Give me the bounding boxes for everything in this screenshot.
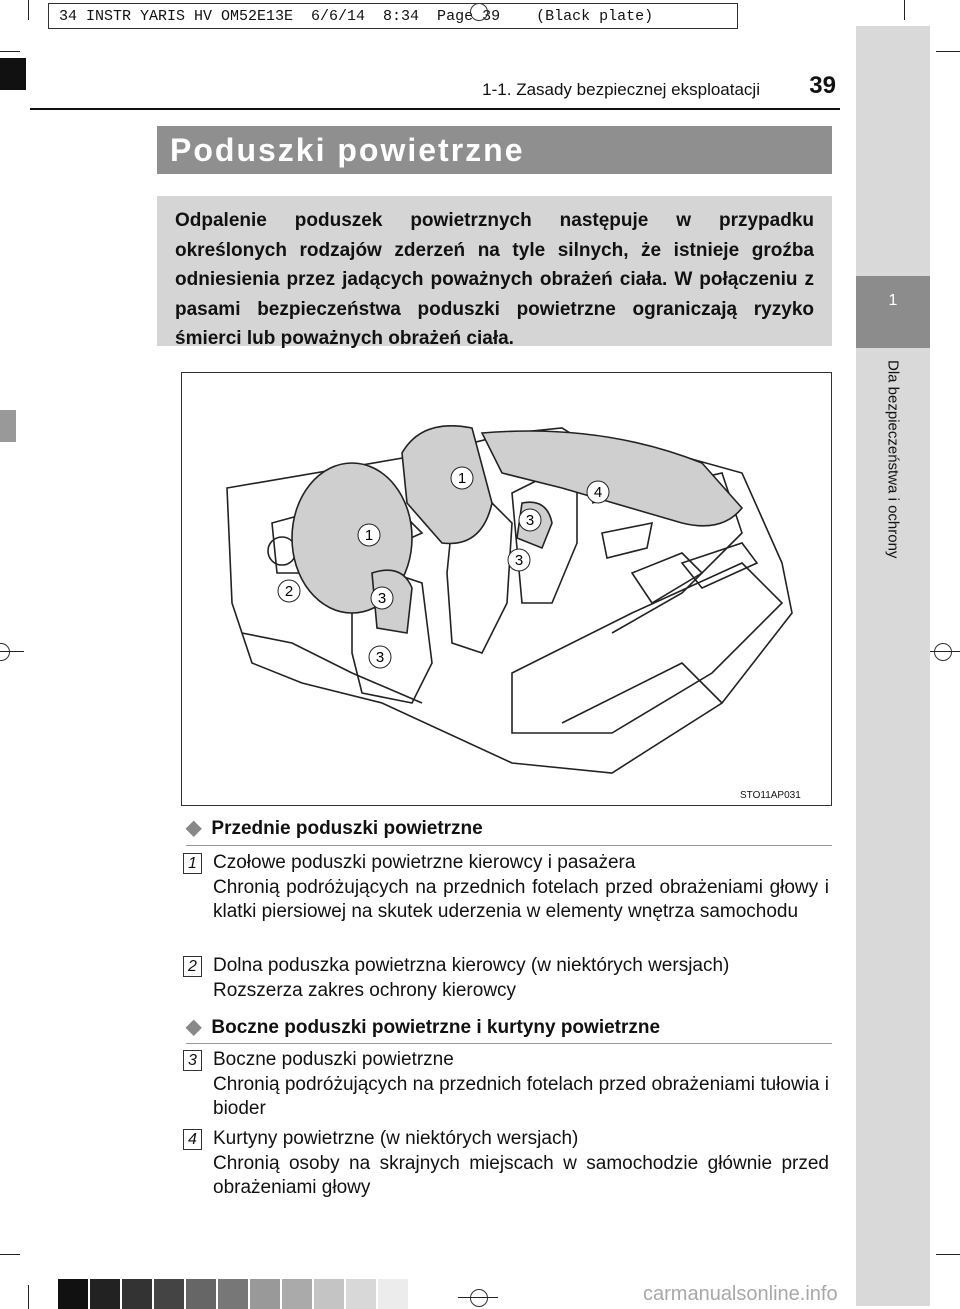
section-rule xyxy=(186,845,832,846)
svg-text:4: 4 xyxy=(593,484,603,501)
crop-mark xyxy=(904,0,905,20)
crop-mark xyxy=(936,1254,960,1255)
calibration-block xyxy=(346,1279,376,1309)
intro-box: Odpalenie poduszek powietrznych następuje w przypadku określonych rodzajów zderzeń na tyle silnych, że istnieje groźba odniesienia przez jadących poważnych obrażeń ciała. W połączeniu z pasami bezpieczeństwa poduszki powietrzne ograniczają ryzyko śmierci lub poważnych obrażeń ciała. xyxy=(157,196,832,346)
item-number-1: 1 xyxy=(183,853,202,874)
calibration-block xyxy=(58,1279,88,1309)
registration-mark xyxy=(458,1297,498,1298)
car-interior-drawing xyxy=(182,373,831,805)
item-number-2: 2 xyxy=(183,956,202,977)
section-heading-front: ◆ Przednie poduszki powietrzne xyxy=(186,817,483,839)
svg-text:3: 3 xyxy=(375,649,385,666)
crop-mark xyxy=(28,1285,29,1309)
item-number-4: 4 xyxy=(183,1129,202,1150)
callout-1-passenger xyxy=(451,467,473,489)
crop-mark xyxy=(0,51,20,52)
callout-3-c xyxy=(371,587,393,609)
calibration-block xyxy=(90,1279,120,1309)
diamond-icon: ◆ xyxy=(186,1016,202,1038)
callout-2 xyxy=(278,580,300,602)
chapter-caption: Dla bezpieczeństwa i ochrony xyxy=(884,360,902,559)
running-header: 1-1. Zasady bezpiecznej eksploatacji xyxy=(482,80,760,99)
registration-mark xyxy=(0,651,24,652)
item-title: Dolna poduszka powietrzna kierowcy (w niektórych wersjach) xyxy=(213,955,730,976)
item-description: Chronią podróżujących na przednich fotelach przed obrażeniami głowy i klatki piersiowej na skutek uderzenia w elementy wnętrza samochodu xyxy=(213,877,829,922)
callout-3-a xyxy=(519,509,541,531)
calibration-block xyxy=(282,1279,312,1309)
item-number-3: 3 xyxy=(183,1050,202,1071)
item-description: Chronią podróżujących na przednich fotelach przed obrażeniami tułowia i bioder xyxy=(213,1074,829,1119)
chapter-marker xyxy=(0,58,26,90)
section-heading-side: ◆ Boczne poduszki powietrzne i kurtyny powietrzne xyxy=(186,1016,661,1038)
crop-mark xyxy=(0,1254,20,1255)
chapter-marker xyxy=(0,410,16,442)
page-title: Poduszki powietrzne xyxy=(170,132,525,168)
crop-mark xyxy=(936,51,960,52)
calibration-block xyxy=(186,1279,216,1309)
svg-text:3: 3 xyxy=(514,552,524,569)
calibration-block xyxy=(378,1279,408,1309)
section-rule xyxy=(186,1043,832,1044)
crop-mark xyxy=(28,0,29,20)
registration-mark xyxy=(470,3,488,21)
item-description: Chronią osoby na skrajnych miejscach w samochodzie głównie przed obrażeniami głowy xyxy=(213,1153,829,1198)
registration-mark xyxy=(934,643,952,661)
item-title: Boczne poduszki powietrzne xyxy=(213,1049,454,1070)
calibration-block xyxy=(122,1279,152,1309)
calibration-block xyxy=(250,1279,280,1309)
callout-4 xyxy=(587,481,609,503)
figure-code: STO11AP031 xyxy=(740,790,801,801)
color-calibration-strip xyxy=(58,1279,410,1309)
page-number: 39 xyxy=(809,72,836,99)
svg-text:1: 1 xyxy=(457,470,467,487)
registration-mark xyxy=(928,651,960,652)
print-slug: 34 INSTR YARIS HV OM52E13E 6/6/14 8:34 Page 39 (Black plate) xyxy=(48,3,738,29)
callout-1-driver xyxy=(358,524,380,546)
item-title: Czołowe poduszki powietrzne kierowcy i pasażera xyxy=(213,852,636,873)
diamond-icon: ◆ xyxy=(186,817,202,839)
chapter-tab-number: 1 xyxy=(888,292,898,309)
chapter-tab xyxy=(856,276,930,348)
calibration-block xyxy=(314,1279,344,1309)
header-rule xyxy=(30,108,840,110)
registration-mark xyxy=(470,1289,488,1307)
svg-text:2: 2 xyxy=(284,583,294,600)
airbag-illustration xyxy=(181,372,832,806)
svg-text:3: 3 xyxy=(377,590,387,607)
calibration-block xyxy=(218,1279,248,1309)
svg-text:1: 1 xyxy=(364,527,374,544)
registration-mark xyxy=(0,643,10,661)
calibration-block xyxy=(154,1279,184,1309)
callout-3-d xyxy=(369,646,391,668)
side-strip xyxy=(856,26,930,1306)
watermark: carmanualsonline.info xyxy=(643,1283,838,1305)
svg-text:3: 3 xyxy=(525,512,535,529)
callout-3-b xyxy=(508,549,530,571)
item-description: Rozszerza zakres ochrony kierowcy xyxy=(213,980,517,1001)
item-title: Kurtyny powietrzne (w niektórych wersjach) xyxy=(213,1128,579,1149)
